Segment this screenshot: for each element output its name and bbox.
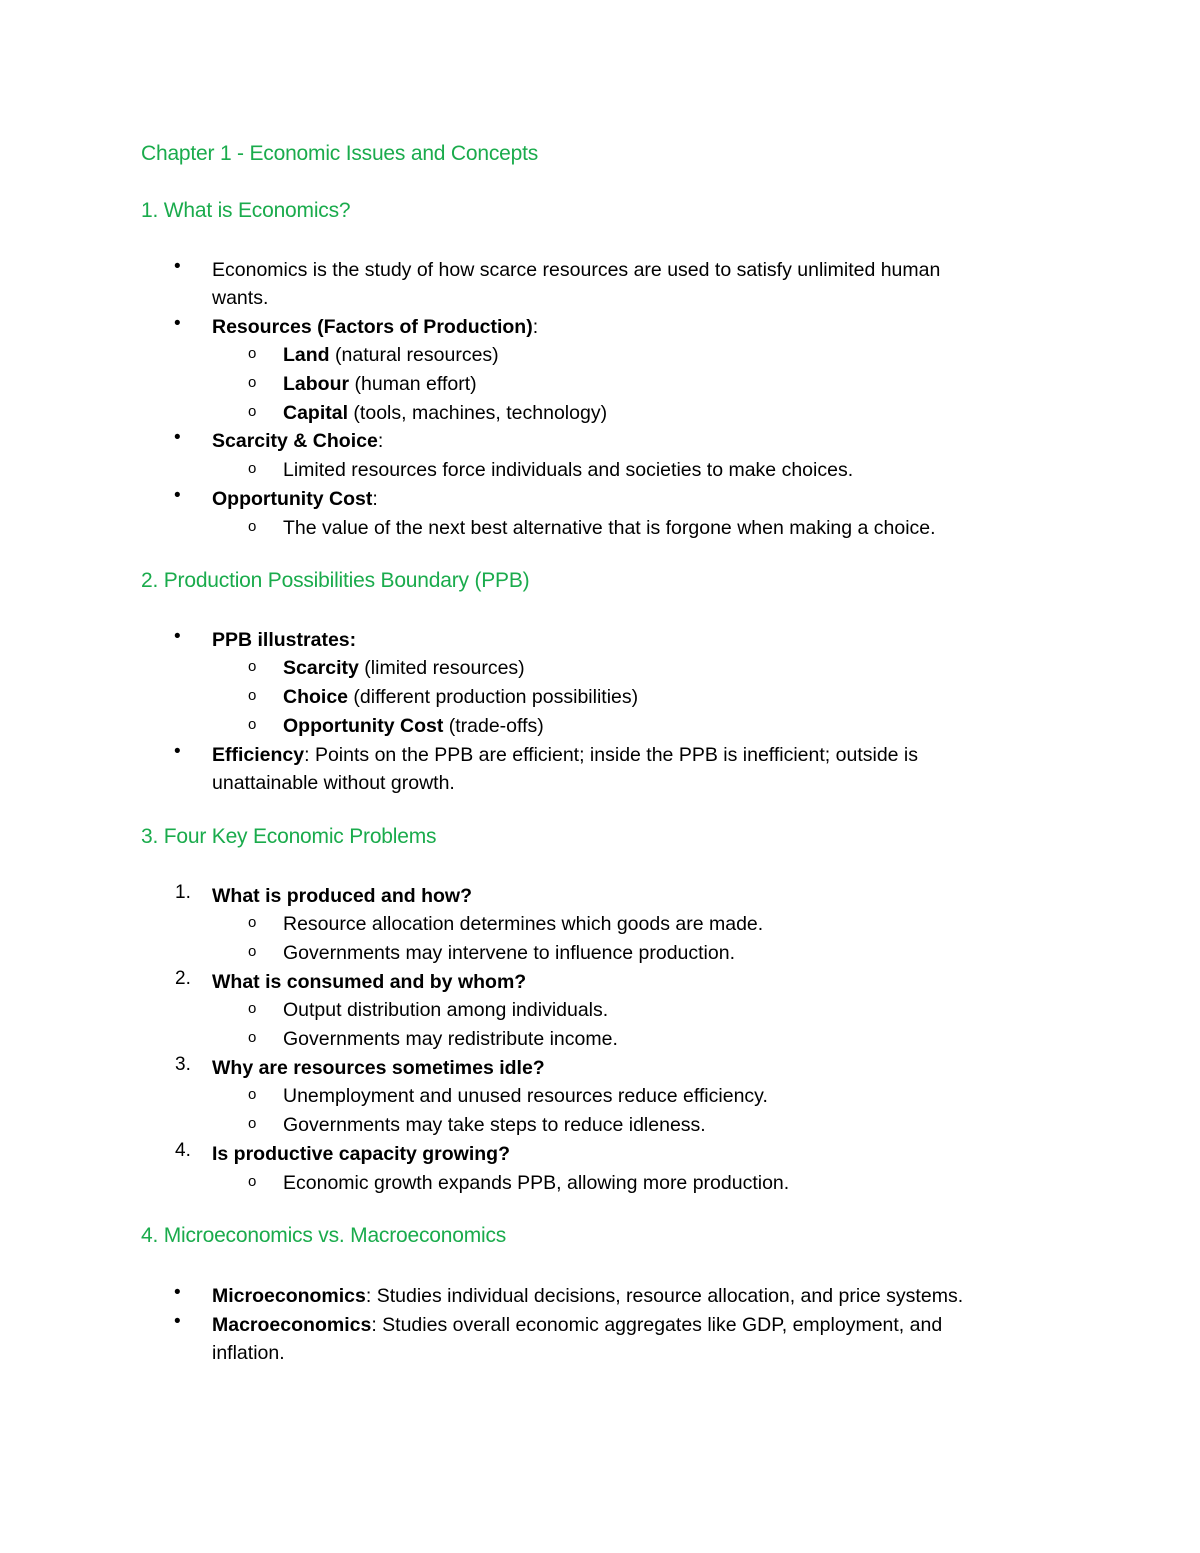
term: PPB illustrates:	[212, 629, 357, 651]
list-item	[212, 427, 383, 455]
item-text: : Points on the PPB are efficient; inside the PPB is inefficient; outside is	[304, 744, 919, 766]
list-item-continuation: wants.	[212, 287, 269, 309]
circle-marker: o	[248, 345, 257, 362]
term: Efficiency	[212, 744, 305, 766]
sub-list-item	[283, 712, 544, 740]
term: What is consumed and by whom?	[212, 971, 527, 993]
term: Land	[283, 344, 330, 366]
item-text: (natural resources)	[329, 344, 499, 366]
list-item-continuation: unattainable without growth.	[212, 772, 455, 794]
sub-list-item: Governments may redistribute income.	[283, 1028, 618, 1050]
term: Resources (Factors of Production)	[212, 316, 533, 338]
list-item	[212, 968, 526, 996]
bullet-marker: •	[174, 1311, 181, 1332]
sub-list-item: Governments may take steps to reduce idleness.	[283, 1114, 706, 1136]
list-number: 4.	[175, 1140, 191, 1161]
term: Opportunity Cost	[283, 715, 444, 737]
sub-list-item: Resource allocation determines which goods are made.	[283, 913, 764, 935]
term: Labour	[283, 373, 350, 395]
term: Choice	[283, 686, 349, 708]
list-item	[212, 1282, 963, 1310]
sub-list-item: Limited resources force individuals and societies to make choices.	[283, 459, 854, 481]
circle-marker: o	[248, 1029, 257, 1046]
item-text: :	[377, 430, 384, 452]
list-number: 3.	[175, 1054, 191, 1075]
bullet-marker: •	[174, 256, 181, 277]
circle-marker: o	[248, 374, 257, 391]
section-heading: 4. Microeconomics vs. Macroeconomics	[141, 1224, 507, 1247]
sub-list-item	[283, 370, 477, 398]
section-heading: 1. What is Economics?	[141, 199, 351, 222]
list-item	[212, 1311, 942, 1339]
term: Scarcity	[283, 657, 359, 679]
item-text: :	[532, 316, 539, 338]
item-text: (different production possibilities)	[348, 686, 639, 708]
section-heading: 3. Four Key Economic Problems	[141, 825, 437, 848]
bullet-marker: •	[174, 313, 181, 334]
item-text: (tools, machines, technology)	[348, 402, 608, 424]
list-item	[212, 741, 918, 769]
term: Microeconomics	[212, 1285, 366, 1307]
document-title: Chapter 1 - Economic Issues and Concepts	[141, 142, 539, 165]
sub-list-item: Output distribution among individuals.	[283, 999, 609, 1021]
bullet-marker: •	[174, 626, 181, 647]
sub-list-item	[283, 341, 499, 369]
bullet-marker: •	[174, 741, 181, 762]
section-heading: 2. Production Possibilities Boundary (PPB)	[141, 569, 530, 592]
circle-marker: o	[248, 1173, 257, 1190]
circle-marker: o	[248, 403, 257, 420]
circle-marker: o	[248, 943, 257, 960]
circle-marker: o	[248, 716, 257, 733]
circle-marker: o	[248, 1115, 257, 1132]
list-item	[212, 626, 356, 654]
bullet-marker: •	[174, 1282, 181, 1303]
sub-list-item	[283, 654, 525, 682]
list-item	[212, 1140, 510, 1168]
sub-list-item: The value of the next best alternative that is forgone when making a choice.	[283, 517, 936, 539]
term: Capital	[283, 402, 349, 424]
circle-marker: o	[248, 1086, 257, 1103]
list-item	[212, 485, 378, 513]
sub-list-item: Economic growth expands PPB, allowing more production.	[283, 1172, 790, 1194]
circle-marker: o	[248, 687, 257, 704]
circle-marker: o	[248, 1000, 257, 1017]
sub-list-item	[283, 683, 638, 711]
circle-marker: o	[248, 460, 257, 477]
term: Scarcity & Choice	[212, 430, 378, 452]
circle-marker: o	[248, 658, 257, 675]
list-item	[212, 1054, 545, 1082]
circle-marker: o	[248, 518, 257, 535]
item-text: (human effort)	[349, 373, 477, 395]
term: Opportunity Cost	[212, 488, 373, 510]
bullet-marker: •	[174, 427, 181, 448]
item-text: (trade-offs)	[443, 715, 544, 737]
list-item	[212, 882, 472, 910]
sub-list-item	[283, 399, 607, 427]
circle-marker: o	[248, 914, 257, 931]
bullet-marker: •	[174, 485, 181, 506]
list-number: 1.	[175, 882, 191, 903]
item-text: : Studies overall economic aggregates like GDP, employment, and	[371, 1314, 943, 1336]
item-text: : Studies individual decisions, resource allocation, and price systems.	[365, 1285, 964, 1307]
list-item-continuation: inflation.	[212, 1342, 285, 1364]
list-item: Economics is the study of how scarce resources are used to satisfy unlimited human	[212, 259, 941, 281]
item-text: (limited resources)	[358, 657, 525, 679]
term: What is produced and how?	[212, 885, 472, 907]
sub-list-item: Governments may intervene to influence production.	[283, 942, 735, 964]
sub-list-item: Unemployment and unused resources reduce efficiency.	[283, 1085, 768, 1107]
list-number: 2.	[175, 968, 191, 989]
term: Why are resources sometimes idle?	[212, 1057, 545, 1079]
list-item	[212, 313, 538, 341]
item-text: :	[372, 488, 378, 510]
term: Is productive capacity growing?	[212, 1143, 510, 1165]
term: Macroeconomics	[212, 1314, 372, 1336]
